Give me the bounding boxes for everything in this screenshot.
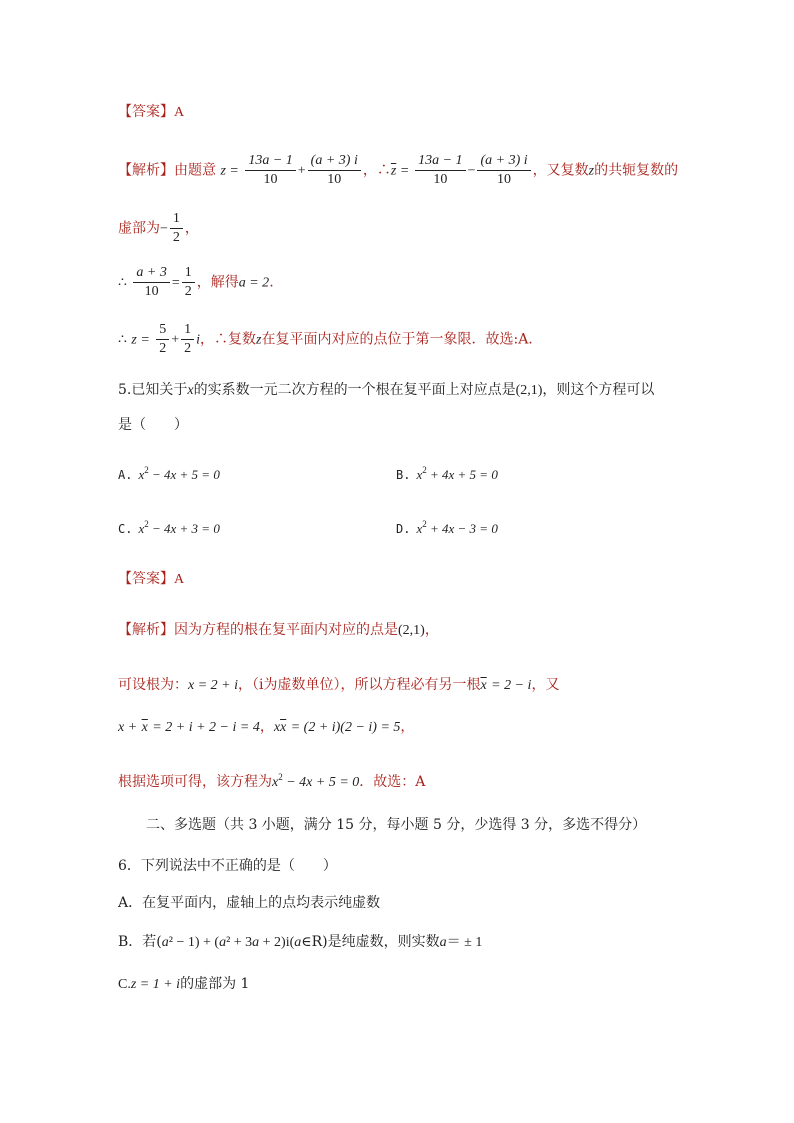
fraction: $\frac{1}{2}$ [182, 264, 195, 301]
fraction: $\frac{13a - 1}{10}$ [415, 152, 465, 189]
q5-analysis-line-3: $x + \overline{x} = 2 + i + 2 - i = 4$，$x\overline{x} = (2 + i)(2 - i) = 5$， [118, 719, 415, 735]
q6-option-c: C.z = 1 + i的虚部为 1 [118, 976, 250, 992]
fraction: $\frac{(a + 3) i}{10}$ [477, 152, 530, 189]
analysis-label: 【解析】 [118, 622, 174, 638]
analysis-label: 【解析】 [118, 162, 174, 179]
q5-analysis-line-2: 可设根为：x = 2 + i，（i为虚数单位），所以方程必有另一根$\overline{x} = 2 - i$，又 [118, 677, 560, 693]
q5-option-d: D. $x^2 + 4x - 3 = 0$ [396, 519, 498, 536]
fraction: $\frac{13a - 1}{10}$ [245, 152, 295, 189]
q4-analysis-line-3: ∴ $\frac{a + 3}{10}$ = $\frac{1}{2}$ ，解得a = 2. [118, 265, 274, 299]
q5-option-b: B. $x^2 + 4x + 5 = 0$ [396, 465, 498, 482]
q5-option-a: A. $x^2 - 4x + 5 = 0$ [118, 465, 220, 482]
answer-value: A [174, 105, 185, 120]
q4-analysis-line-4: ∴ z = $\frac{5}{2}$ + $\frac{1}{2}$ i，∴复数z在复平面内对应的点位于第一象限．故选:A. [118, 322, 533, 356]
q5-answer [118, 569, 184, 590]
fraction: $\frac{5}{2}$ [156, 321, 169, 358]
q5-stem-line-2: 是（ ） [118, 417, 188, 433]
answer-label: 【答案】 [118, 104, 174, 120]
q6-option-a: A．在复平面内，虚轴上的点均表示纯虚数 [118, 895, 381, 911]
q5-stem-line-1: 5.已知关于x的实系数一元二次方程的一个根在复平面上对应点是(2,1)，则这个方程可以 [118, 382, 655, 398]
answer-label: 【答案】 [118, 571, 174, 587]
fraction: $\frac{1}{2}$ [181, 321, 194, 358]
q5-analysis-line-1: 【解析】因为方程的根在复平面内对应的点是(2,1)， [118, 622, 439, 638]
q5-option-c: C. $x^2 - 4x + 3 = 0$ [118, 519, 220, 536]
q5-analysis-line-4: 根据选项可得，该方程为$x^2 - 4x + 5 = 0$．故选：A [118, 772, 426, 790]
fraction: $\frac{a + 3}{10}$ [133, 264, 169, 301]
q6-option-b: B．若(a² − 1) + (a² + 3a + 2)i(a∈R)是纯虚数，则实数a＝ ± 1 [118, 934, 483, 950]
section-heading: 二、多选题（共 3 小题，满分 15 分，每小题 5 分，少选得 3 分，多选不得分） [146, 817, 647, 833]
fraction: $\frac{1}{2}$ [170, 210, 183, 247]
fraction: $\frac{(a + 3) i}{10}$ [308, 152, 361, 189]
q4-analysis-line-1: 【解析】由题意 z = $\frac{13a - 1}{10}$ + $\frac{(a + 3) i}{10}$ ，$\therefore\overline{z}$ = $\frac{13a - 1}{10}$ − $\frac{(a + 3) i}{10}$ ，又复数z的共轭复数的 [118, 153, 679, 187]
answer-value: A [174, 572, 185, 587]
q4-answer [118, 102, 184, 123]
q4-analysis-line-2: 虚部为− $\frac{1}{2}$ ， [118, 211, 199, 245]
q6-stem: 6．下列说法中不正确的是（ ） [118, 858, 337, 874]
